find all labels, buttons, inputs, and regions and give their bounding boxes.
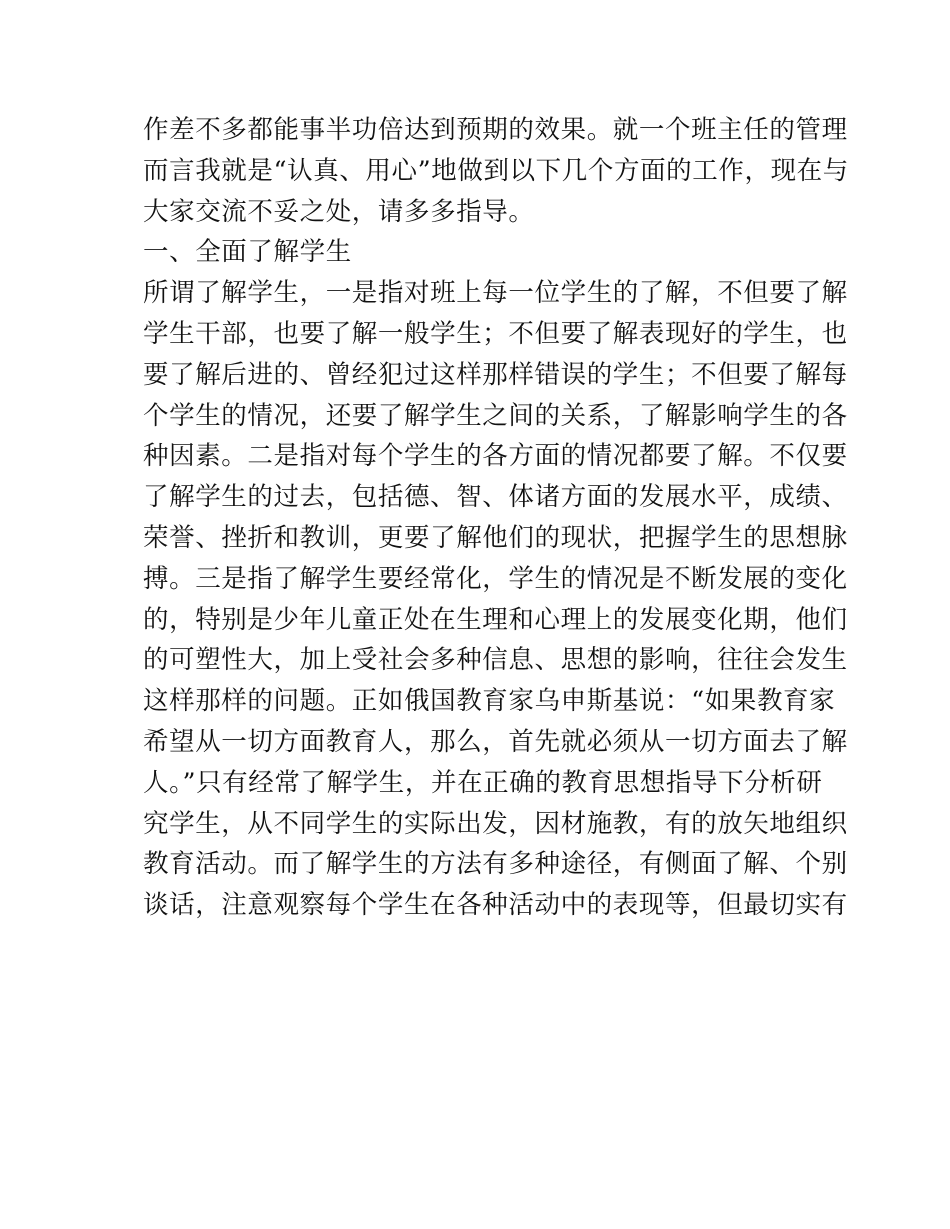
text-line: 大家交流不妥之处，请多多指导。 [143,196,535,227]
text-line: 人。”只有经常了解学生，并在正确的教育思想指导下分析研 [143,767,823,798]
text-line: 所谓了解学生，一是指对班上每一位学生的了解，不但要了解 [143,278,848,309]
text-line: 个学生的情况，还要了解学生之间的关系，了解影响学生的各 [143,400,848,431]
text-line: 这样那样的问题。正如俄国教育家乌申斯基说：“如果教育家 [143,686,836,717]
text-line: 要了解后进的、曾经犯过这样那样错误的学生；不但要了解每 [143,359,848,390]
text-line: 谈话，注意观察每个学生在各种活动中的表现等，但最切实有 [143,890,848,921]
text-line: 种因素。二是指对每个学生的各方面的情况都要了解。不仅要 [143,441,848,472]
text-line: 的可塑性大，加上受社会多种信息、思想的影响，往往会发生 [143,645,848,676]
text-line: 了解学生的过去，包括德、智、体诸方面的发展水平，成绩、 [143,482,848,513]
section-heading: 一、全面了解学生 [143,237,352,268]
text-line: 学生干部，也要了解一般学生；不但要了解表现好的学生，也 [143,318,848,349]
text-line: 荣誉、挫折和教训，更要了解他们的现状，把握学生的思想脉 [143,522,848,553]
text-line: 而言我就是“认真、用心”地做到以下几个方面的工作，现在与 [143,155,849,186]
text-line: 教育活动。而了解学生的方法有多种途径，有侧面了解、个别 [143,849,848,880]
body-text [143,110,849,926]
text-line: 的，特别是少年儿童正处在生理和心理上的发展变化期，他们 [143,604,848,635]
text-line: 究学生，从不同学生的实际出发，因材施教，有的放矢地组织 [143,808,848,839]
text-line: 作差不多都能事半功倍达到预期的效果。就一个班主任的管理 [143,115,848,145]
text-line: 希望从一切方面教育人，那么，首先就必须从一切方面去了解 [143,726,848,757]
text-line: 搏。三是指了解学生要经常化，学生的情况是不断发展的变化 [143,563,848,594]
